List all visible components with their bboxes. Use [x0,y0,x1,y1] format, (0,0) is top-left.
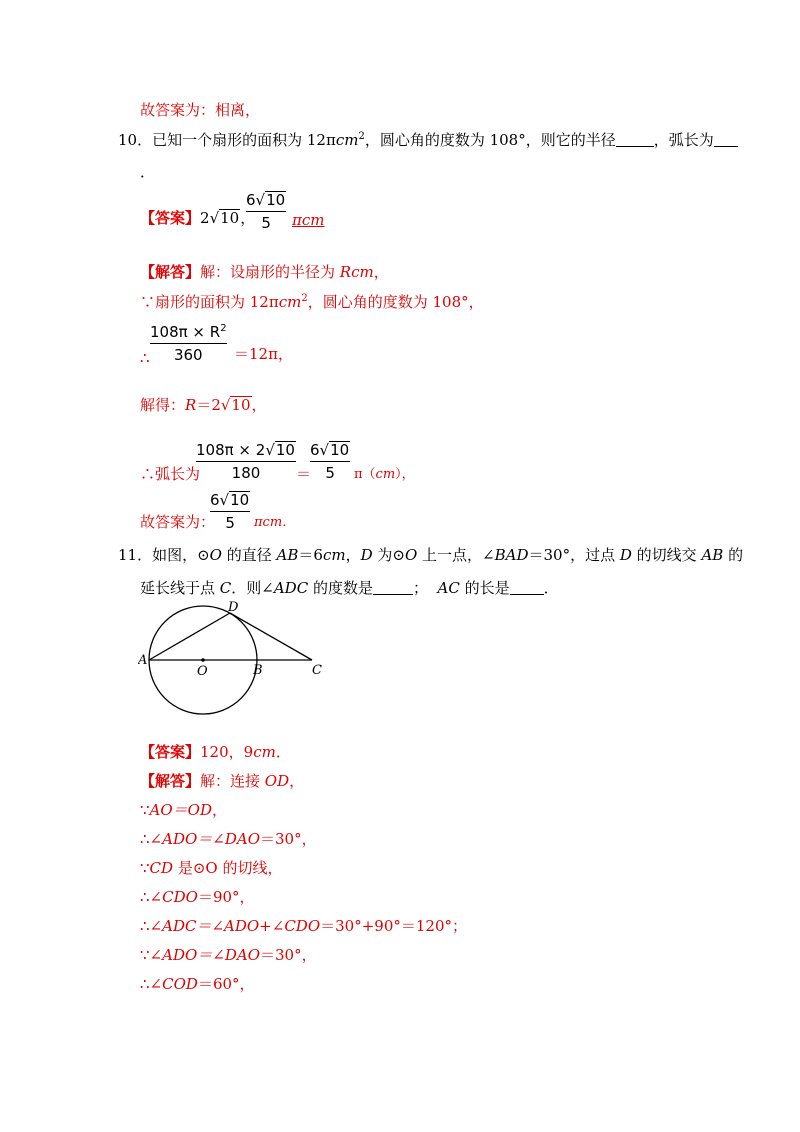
solution-step [140,945,317,965]
text: 的度数是 [308,579,373,597]
answer-blank [616,132,654,147]
denominator: 360 [173,346,203,364]
text: ， [345,546,361,564]
radicand: 10 [275,441,295,459]
text: ＝30°，过点 [528,546,620,564]
step-body: ADO＝∠DAO [162,830,261,848]
step-suffix: ＝30°， [260,946,317,964]
q10-solution-line2: ∵扇形的面积为 12πcm$^2$，圆心角的度数为 108°， [140,293,484,311]
text: 解：设扇形的半径为 [200,263,340,281]
label-b: B [253,663,263,678]
q10-solution-line1 [140,262,389,282]
answer-blank [373,580,413,595]
q11-question-line2 [140,578,559,598]
q10-final-unit: πcm． [254,515,296,530]
unit: cm [253,743,276,761]
q10-question: 10．已知一个扇形的面积为 12πcm$^2$，圆心角的度数为 108°，则它的半径 ，弧长为 [118,130,738,150]
q10-final-fraction: 6√10 5 [210,491,250,532]
text: ． [275,743,291,761]
question-text: ，弧长为 [653,131,714,149]
radicand: 10 [266,191,286,209]
numerator: 108π × R [150,323,221,341]
question-number: 11． [118,546,153,564]
solution-step [140,858,282,878]
solution-step [140,829,317,849]
var-ab: AB [701,546,724,564]
unit: cm [335,131,359,149]
q11-solution-head [140,771,304,791]
separator: ， [240,209,256,227]
text: 如图，⊙ [152,546,210,564]
step-prefix: ∵ [140,859,150,877]
denominator: 5 [225,514,235,532]
step-body: COD [162,975,198,993]
text: 延长线于点 [140,579,220,597]
radicand: 10 [330,441,350,459]
var-c: C [219,579,232,597]
var-o: O [209,546,222,564]
step-suffix: ＝90°， [197,888,255,906]
text: 解得： [140,396,186,414]
q10-final-label: 故答案为： [140,513,216,531]
text: 的 [723,546,744,564]
label-d: D [228,600,239,615]
step-body: ADO＝∠DAO [162,946,261,964]
step-body: CDO [162,888,198,906]
answer-tag: 【答案】 [140,743,201,761]
solution-step [140,800,227,820]
arc-unit [354,465,415,485]
q10-arc-fraction: 108π × 2√10 180 [196,441,295,482]
tangent-dc [230,613,312,660]
text: 解：连接 [200,772,265,790]
step-prefix: ∴∠ [140,917,163,935]
answer-blank [714,132,738,147]
answer-label: 故答案为： [140,101,216,119]
answer-value: 相离， [215,101,261,119]
unit: cm [278,293,302,311]
text: ， [289,772,305,790]
q10-answer-fraction: 6√10 5 [246,191,286,232]
text: ）， [395,467,415,482]
q11-geometry-figure [138,600,328,725]
solution-tag: 【解答】 [140,263,201,281]
q9-answer-line [140,100,260,120]
var-ab: AB [276,546,299,564]
q11-question-line1 [118,545,743,565]
label-c: C [312,663,322,678]
step-prefix: ∴∠ [140,975,163,993]
solution-tag: 【解答】 [140,772,201,790]
denominator: 5 [261,214,271,232]
label-o: O [197,664,208,679]
step-suffix: ， [212,801,228,819]
unit: cm [322,546,346,564]
question-number: 10． [118,131,153,149]
q10-arc-result-fraction: 6√10 5 [310,441,350,482]
answer-blank [510,580,544,595]
text: ，圆心角的度数为 108°， [307,293,484,311]
q10-period: ． [140,163,156,181]
question-text: ，圆心角的度数为 108°，则它的半径 [364,131,616,149]
radicand: 10 [220,209,240,227]
label-a: A [138,653,148,668]
q11-answer [140,742,291,762]
numerator-coef: 6 [246,191,256,209]
segment-ad [149,613,230,660]
q10-answer: 【答案】2√10， [140,209,256,227]
step-suffix: ＝30°+90°＝120°； [320,917,467,935]
numerator-coef: 6 [310,441,320,459]
denominator: 5 [325,464,335,482]
step-body: CD [149,859,174,877]
var-ac: AC [437,579,460,597]
step-prefix: ∵∠ [140,946,163,964]
area-result: ＝12π， [234,345,293,363]
q10-radius-solution: 解得：R＝2√10， [140,396,267,414]
step-suffix: ＝30°， [260,830,317,848]
q10-area-fraction: $108\pi \times R^2$ 360 [150,323,227,364]
text: ＝2 [196,396,221,414]
step-prefix: ∴∠ [140,830,163,848]
step-prefix: ∴∠ [140,888,163,906]
text: ； [412,579,428,597]
answer-tag: 【答案】 [140,209,201,227]
unit: cm [351,263,374,281]
text: 的直径 [221,546,277,564]
var-r: R [339,263,352,281]
var-od: OD [264,772,290,790]
radicand: 10 [230,491,250,509]
var-d: D [360,546,373,564]
step-body: AO＝OD [149,801,213,819]
var-o: O [404,546,418,564]
text: 120，9 [200,743,254,761]
step-suffix: ＝60°， [197,975,255,993]
unit: cm [375,467,396,482]
text: ． [543,579,559,597]
text: ．则∠ [231,579,274,597]
numerator-coef: 6 [210,491,220,509]
solution-step [140,916,467,936]
text: ， [373,263,389,281]
text: 的长是 [459,579,510,597]
step-prefix: ∵ [140,801,150,819]
arc-label: ∴弧长为 [140,465,201,483]
var-bad: BAD [494,546,529,564]
center-point [201,658,205,662]
denominator: 180 [231,464,261,482]
text: 的切线交 [631,546,702,564]
text: 上一点，∠ [417,546,495,564]
radicand: 10 [231,396,251,414]
text: ， [251,396,267,414]
var-adc: ADC [273,579,309,597]
arc-equals: ＝ [296,465,312,483]
var-d: D [619,546,632,564]
step-suffix: 是⊙O 的切线， [173,859,283,877]
text: ＝6 [298,546,323,564]
question-text: 已知一个扇形的面积为 12π [152,131,336,149]
answer-coef: 2 [200,209,210,227]
text: π（ [354,467,376,482]
var-r: R [185,396,197,414]
q10-answer-unit: πcm [292,211,325,229]
solution-step [140,974,255,994]
therefore-symbol: ∴ [140,349,150,367]
solution-step [140,887,255,907]
step-body: ADC＝∠ADO+∠CDO [162,917,321,935]
text: 为⊙ [372,546,405,564]
text: ∵扇形的面积为 12π [140,293,279,311]
numerator: 108π × 2 [196,441,266,459]
